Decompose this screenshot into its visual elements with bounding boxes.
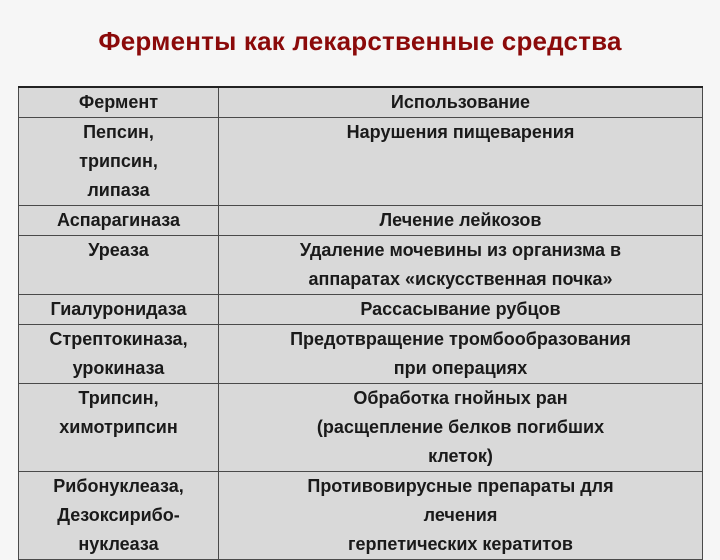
table-row	[19, 472, 703, 560]
table-row	[19, 384, 703, 472]
table-row	[19, 295, 703, 325]
table-header-row	[19, 87, 703, 118]
use-cell: Нарушения пищеварения	[219, 118, 703, 206]
use-cell: Лечение лейкозов	[219, 206, 703, 236]
table-row	[19, 206, 703, 236]
enzyme-cell: Гиалуронидаза	[19, 295, 219, 325]
use-cell: Обработка гнойных ран (расщепление белков погибших клеток)	[219, 384, 703, 472]
enzymes-table	[18, 86, 703, 560]
enzyme-cell: Пепсин, трипсин, липаза	[19, 118, 219, 206]
enzyme-cell: Аспарагиназа	[19, 206, 219, 236]
enzyme-cell: Рибонуклеаза, Дезоксирибо- нуклеаза	[19, 472, 219, 560]
enzyme-cell: Уреаза	[19, 236, 219, 295]
header-enzyme: Фермент	[19, 87, 219, 118]
enzyme-cell: Стрептокиназа, урокиназа	[19, 325, 219, 384]
table-row	[19, 236, 703, 295]
use-cell: Противовирусные препараты для лечения герпетических кератитов	[219, 472, 703, 560]
use-cell: Предотвращение тромбообразования при операциях	[219, 325, 703, 384]
use-cell: Удаление мочевины из организма в аппаратах «искусственная почка»	[219, 236, 703, 295]
use-cell: Рассасывание рубцов	[219, 295, 703, 325]
slide-title: Ферменты как лекарственные средства	[98, 26, 622, 56]
header-use: Использование	[219, 87, 703, 118]
enzyme-cell: Трипсин, химотрипсин	[19, 384, 219, 472]
table-row	[19, 325, 703, 384]
table-row	[19, 118, 703, 206]
